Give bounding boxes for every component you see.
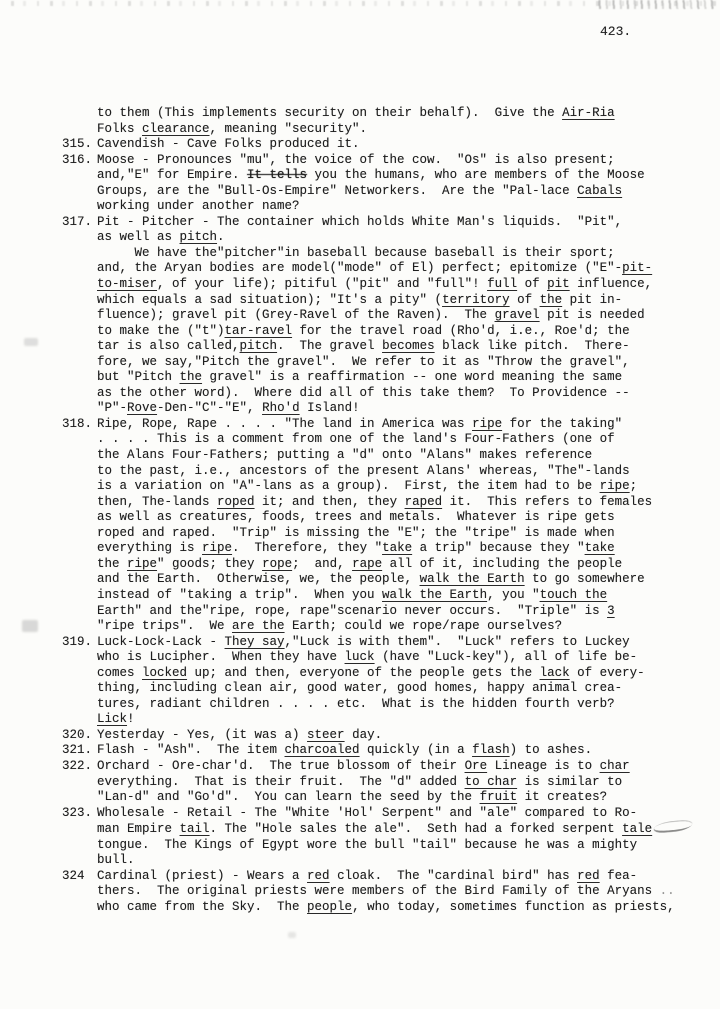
text-line xyxy=(97,324,672,340)
document-body xyxy=(62,106,675,915)
underlined-text: ripe xyxy=(127,556,158,571)
entry-number: 324 xyxy=(62,868,85,883)
text-line xyxy=(97,432,672,448)
text-line xyxy=(97,153,672,169)
entry-324 xyxy=(62,868,675,916)
text-run: roped and raped. "Trip" is missing the "E"; the "tripe" is made when xyxy=(97,525,615,540)
text-run: everything is xyxy=(97,541,203,556)
underlined-text: charcoaled xyxy=(284,743,360,758)
text-line xyxy=(97,619,672,635)
underlined-text: take xyxy=(382,541,413,556)
underlined-text: to char xyxy=(464,774,518,789)
underlined-text: steer xyxy=(307,727,345,742)
text-run: " goods; they xyxy=(157,556,263,571)
margin-smudge xyxy=(24,338,38,346)
text-line xyxy=(97,339,672,355)
text-run: -Den-"C"-"E", xyxy=(157,401,263,416)
entry-number: 323. xyxy=(62,805,93,820)
entry-number: 317. xyxy=(62,214,93,229)
underlined-text: walk the Earth xyxy=(382,587,488,602)
underlined-text: Lick xyxy=(97,712,128,727)
text-run: gravel" is a reaffirmation -- one word meaning the same xyxy=(202,370,623,385)
underlined-text: tar-ravel xyxy=(224,323,293,338)
text-run: everything. That is their fruit. The "d" added xyxy=(97,774,465,789)
text-run: as the other word). Where did all of this take them? To Providence -- xyxy=(97,385,630,400)
text-run: working under another name? xyxy=(97,199,300,214)
text-line xyxy=(97,370,672,386)
text-run: . . . . This is a comment from one of the land's Four-Fathers (one of xyxy=(97,432,615,447)
underlined-text: territory xyxy=(442,292,510,307)
text-run: . Therefore, they " xyxy=(232,541,383,556)
text-run: Wholesale - Retail - The "White 'Hol' Serpent" and "ale" compared to Ro- xyxy=(97,805,638,820)
faint-mark: .. xyxy=(652,884,675,899)
text-line xyxy=(97,759,672,775)
text-line xyxy=(97,557,672,573)
text-line xyxy=(97,838,672,854)
underlined-text: Ore xyxy=(464,758,488,773)
underlined-text: red xyxy=(307,868,330,883)
text-run: fore, we say,"Pitch the gravel". We refer to it as "Throw the gravel", xyxy=(97,354,630,369)
text-run: to them (This implements security on their behalf). Give the xyxy=(97,106,563,120)
text-run: which equals a sad situation); "It's a pity" ( xyxy=(97,292,443,307)
text-run: for the taking" xyxy=(502,416,623,431)
text-run: Lineage is to xyxy=(487,758,600,773)
text-run: Yesterday - Yes, (it was a) xyxy=(97,727,308,742)
text-run: pit is needed xyxy=(539,308,645,323)
underlined-text: luck xyxy=(344,650,375,665)
text-run: , of your life); pitiful ("pit" and "full"! xyxy=(157,277,488,292)
underlined-text: gravel xyxy=(494,308,540,323)
underlined-text: are the xyxy=(232,619,285,634)
text-run: day. xyxy=(344,727,383,742)
underlined-text: touch the xyxy=(539,587,608,602)
scan-noise-corner xyxy=(594,0,714,9)
text-run: and, the Aryan bodies are model("mode" of El) perfect; epitomize ("E"- xyxy=(97,261,623,276)
entry-320 xyxy=(62,728,672,744)
text-run: Flash - "Ash". The item xyxy=(97,743,285,758)
underlined-text: full xyxy=(487,277,518,292)
text-line xyxy=(97,775,672,791)
text-line xyxy=(97,869,672,885)
text-line xyxy=(97,899,675,916)
text-run: Luck-Lock-Lack - xyxy=(97,634,225,649)
entry-317 xyxy=(62,215,672,417)
text-run: comes xyxy=(97,665,143,680)
text-run: who came from the Sky. The xyxy=(97,899,308,914)
underlined-text: locked xyxy=(142,665,188,680)
text-line xyxy=(97,261,672,277)
text-line xyxy=(97,495,672,511)
text-line xyxy=(97,572,672,588)
text-line xyxy=(97,743,672,759)
underlined-text: Air-Ria xyxy=(562,106,615,120)
text-run: is similar to xyxy=(517,774,623,789)
text-run: it. This refers to females xyxy=(442,494,653,509)
text-run: ,"Luck is with them". "Luck" refers to Luckey xyxy=(284,634,630,649)
text-run: tongue. The Kings of Egypt wore the bull "tail" because he was a mighty xyxy=(97,837,638,852)
underlined-text: rope xyxy=(262,556,293,571)
underlined-text: clearance xyxy=(142,121,210,136)
underlined-text: the xyxy=(179,370,203,385)
underlined-text: rape xyxy=(352,556,383,571)
text-run: man Empire xyxy=(97,822,180,837)
text-line xyxy=(97,215,672,231)
text-run: , you " xyxy=(487,587,540,602)
text-run: Cavendish - Cave Folks produced it. xyxy=(97,137,360,152)
text-run: tures, radiant children . . . . etc. What is the hidden fourth verb? xyxy=(97,696,615,711)
text-run: and the Earth. Otherwise, we, the people, xyxy=(97,572,420,587)
text-run: as well as creatures, foods, trees and metals. Whatever is ripe gets xyxy=(97,510,615,525)
text-line xyxy=(97,386,672,402)
underlined-text: people xyxy=(307,899,353,914)
underlined-text: They say xyxy=(224,634,285,649)
text-run: who is Lucipher. When they have xyxy=(97,650,345,665)
margin-smudge xyxy=(22,620,38,632)
underlined-text: pitch xyxy=(179,230,218,245)
underlined-text: tail xyxy=(179,822,210,837)
text-line xyxy=(97,588,672,604)
text-run: Pit - Pitcher - The container which holds White Man's liquids. "Pit", xyxy=(97,214,623,229)
underlined-text: flash xyxy=(472,743,510,758)
text-line xyxy=(97,526,672,542)
text-run: to the past, i.e., ancestors of the present Alans' whereas, "The"-lands xyxy=(97,463,630,478)
text-run: ; xyxy=(629,479,638,494)
entry-322 xyxy=(62,759,672,806)
text-run: of every- xyxy=(569,665,645,680)
entry-number: 319. xyxy=(62,634,93,649)
text-line xyxy=(97,168,672,184)
entry-319 xyxy=(62,635,672,728)
underlined-text: take xyxy=(584,541,615,556)
text-line xyxy=(97,666,672,682)
text-run: ) to ashes. xyxy=(509,743,593,758)
underlined-text: Rho'd xyxy=(262,401,300,416)
underlined-text: lack xyxy=(539,665,570,680)
text-line xyxy=(97,293,672,309)
text-run: "Lan-d" and "Go'd". You can learn the seed by the xyxy=(97,790,480,805)
underlined-text: Cabals xyxy=(577,183,623,198)
underlined-text: pitch xyxy=(239,339,278,354)
text-run: of xyxy=(509,292,540,307)
entry-number: 322. xyxy=(62,758,93,773)
page-number: 423. xyxy=(600,24,632,39)
underlined-text: fruit xyxy=(479,790,518,805)
text-line xyxy=(97,355,672,371)
text-run: but "Pitch xyxy=(97,370,180,385)
text-run: you the humans, who are members of the Moose xyxy=(307,168,645,183)
text-line xyxy=(97,448,672,464)
text-line xyxy=(97,853,672,869)
text-line xyxy=(97,230,672,246)
text-line xyxy=(97,884,675,900)
text-run: it; and then, they xyxy=(254,494,405,509)
text-run: thers. The original priests were members of the Bird Family of the Aryans xyxy=(97,884,653,899)
text-run: is a variation on "A"-lans as a group). First, the item had to be xyxy=(97,479,600,494)
entry-number: 320. xyxy=(62,727,93,742)
text-line xyxy=(97,308,672,324)
text-run: the xyxy=(97,556,128,571)
overstruck-text: It tells xyxy=(247,168,308,183)
text-run: cloak. The "cardinal bird" has xyxy=(329,868,578,883)
entry-315 xyxy=(62,137,672,153)
text-run: Island! xyxy=(299,401,360,416)
text-run: pit in- xyxy=(562,292,623,307)
text-line xyxy=(97,712,672,728)
intro-paragraph xyxy=(62,106,672,137)
text-run: fea- xyxy=(599,868,638,883)
text-run: it creates? xyxy=(517,790,608,805)
text-line xyxy=(97,728,672,744)
text-line xyxy=(97,790,672,806)
text-line xyxy=(97,417,672,433)
text-line xyxy=(97,541,672,557)
underlined-text: tale xyxy=(622,822,653,837)
text-line xyxy=(97,650,672,666)
text-run: a trip" because they " xyxy=(412,541,585,556)
text-line xyxy=(97,401,672,417)
text-run: . xyxy=(217,230,225,245)
text-run: thing, including clean air, good water, good homes, happy animal crea- xyxy=(97,681,623,696)
underlined-text: roped xyxy=(217,494,255,509)
text-line xyxy=(97,604,672,620)
text-run: ! xyxy=(127,712,135,727)
text-run: (have "Luck-key"), all of life be- xyxy=(374,650,638,665)
text-run: , meaning "security". xyxy=(209,121,368,136)
underlined-text: 3 xyxy=(607,603,615,618)
entry-number: 315. xyxy=(62,137,93,152)
text-run: Earth; could we rope/rape ourselves? xyxy=(284,619,563,634)
text-run: to make the ("t") xyxy=(97,323,225,338)
text-run: as well as xyxy=(97,230,180,245)
text-line xyxy=(97,184,672,200)
text-run: "ripe trips". We xyxy=(97,619,233,634)
entry-list xyxy=(62,137,675,915)
entry-318 xyxy=(62,417,672,635)
text-run: instead of "taking a trip". When you xyxy=(97,587,383,602)
underlined-text: raped xyxy=(404,494,443,509)
text-line xyxy=(97,199,672,215)
entry-323 xyxy=(62,806,672,869)
underlined-text: to-miser xyxy=(97,277,158,292)
text-run: Ripe, Rope, Rape . . . . "The land in America was xyxy=(97,416,473,431)
underlined-text: ripe xyxy=(599,479,630,494)
text-run: "P"- xyxy=(97,401,128,416)
text-line xyxy=(97,246,672,262)
entry-316 xyxy=(62,153,672,215)
text-line xyxy=(97,479,672,495)
text-line xyxy=(97,635,672,651)
text-line xyxy=(97,697,672,713)
text-run: then, The-lands xyxy=(97,494,218,509)
text-run: to go somewhere xyxy=(524,572,645,587)
underlined-text: ripe xyxy=(202,541,233,556)
text-run: . The gravel xyxy=(277,339,383,354)
text-run: the Alans Four-Fathers; putting a "d" onto "Alans" makes reference xyxy=(97,448,593,463)
text-run: and,"E" for Empire. xyxy=(97,168,248,183)
text-run: We have the"pitcher"in baseball because baseball is their sport; xyxy=(97,245,615,260)
entry-number: 316. xyxy=(62,152,93,167)
text-run: fluence); gravel pit (Grey-Ravel of the Raven). The xyxy=(97,308,495,323)
underlined-text: the xyxy=(539,292,563,307)
text-run: of xyxy=(517,277,548,292)
text-line xyxy=(97,681,672,697)
text-run: for the travel road (Rho'd, i.e., Roe'd; the xyxy=(292,323,630,338)
text-run: up; and then, everyone of the people gets the xyxy=(187,665,540,680)
text-line xyxy=(97,510,672,526)
entry-number: 318. xyxy=(62,416,93,431)
text-run: Orchard - Ore-char'd. The true blossom of their xyxy=(97,758,465,773)
text-line xyxy=(97,137,672,153)
text-run: . The "Hole sales the ale". Seth had a forked serpent xyxy=(209,822,623,837)
text-run: influence, xyxy=(569,277,653,292)
underlined-text: pit- xyxy=(622,261,653,276)
text-line xyxy=(97,464,672,480)
underlined-text: becomes xyxy=(382,339,435,354)
text-line xyxy=(97,277,672,293)
text-line xyxy=(97,821,672,838)
text-line xyxy=(97,122,672,138)
text-line xyxy=(97,806,672,822)
text-run: bull. xyxy=(97,853,135,868)
text-run: Earth" and the"ripe, rope, rape"scenario never occurs. "Triple" is xyxy=(97,603,608,618)
text-run: Groups, are the "Bull-Os-Empire" Networkers. Are the "Pal-lace xyxy=(97,183,578,198)
underlined-text: ripe xyxy=(472,416,503,431)
text-run: tar is also called, xyxy=(97,339,240,354)
underlined-text: pit xyxy=(547,277,570,292)
text-run: ; and, xyxy=(292,556,353,571)
text-run: quickly (in a xyxy=(359,743,473,758)
text-run: all of it, including the people xyxy=(382,556,623,571)
text-run: Folks xyxy=(97,121,143,136)
text-run: Moose - Pronounces "mu", the voice of the cow. "Os" is also present; xyxy=(97,152,615,167)
underlined-text: char xyxy=(599,758,630,773)
text-run: Cardinal (priest) - Wears a xyxy=(97,868,308,883)
underlined-text: Rove xyxy=(127,401,158,416)
entry-number: 321. xyxy=(62,743,93,758)
entry-321 xyxy=(62,743,672,759)
text-run: black like pitch. There- xyxy=(434,339,630,354)
scribble-mark xyxy=(651,819,696,834)
footer-smudge xyxy=(288,932,296,938)
text-line xyxy=(97,106,672,122)
underlined-text: walk the Earth xyxy=(419,572,525,587)
text-run: , who today, sometimes function as priests, xyxy=(352,899,675,914)
underlined-text: red xyxy=(577,868,600,883)
